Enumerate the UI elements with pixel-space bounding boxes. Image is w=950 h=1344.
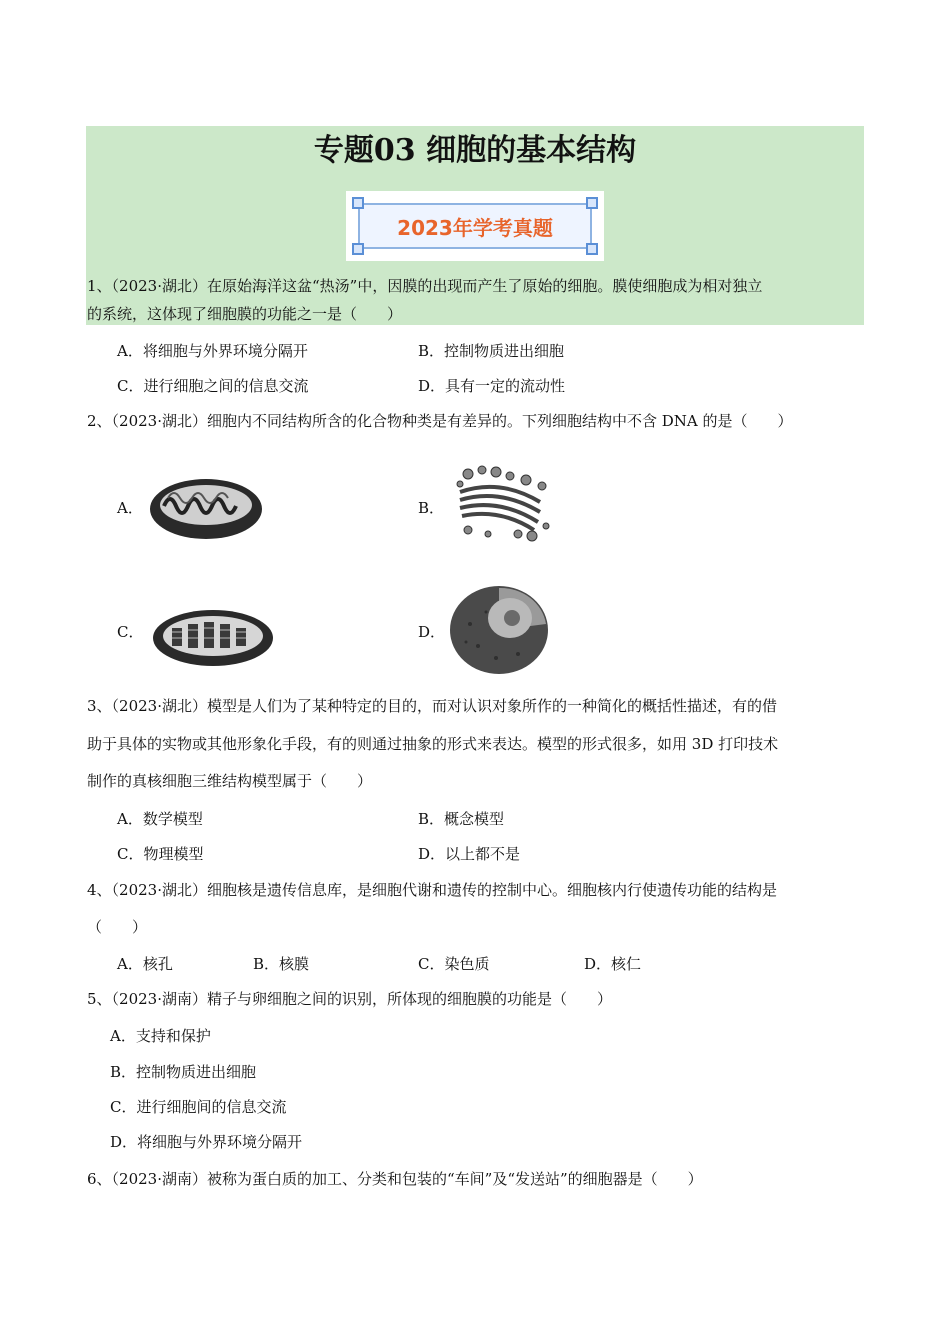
q1-option-a[interactable]: A．将细胞与外界环境分隔开 [117, 342, 308, 360]
q4-option-b[interactable]: B．核膜 [253, 955, 310, 973]
golgi-apparatus-image[interactable] [448, 462, 553, 544]
q3-option-a[interactable]: A．数学模型 [117, 810, 203, 828]
badge-frame [358, 203, 592, 249]
q1-option-c[interactable]: C．进行细胞之间的信息交流 [117, 377, 309, 395]
q4-stem-line1: 4、（2023·湖北）细胞核是遗传信息库，是细胞代谢和遗传的控制中心。细胞核内行使遗传功能的结构是 [87, 881, 777, 899]
nucleus-image[interactable] [448, 584, 550, 676]
q3-stem-line1: 3、（2023·湖北）模型是人们为了某种特定的目的，而对认识对象所作的一种简化的概括性描述，有的借 [87, 697, 777, 715]
q3-stem-line3: 制作的真核细胞三维结构模型属于（ ） [87, 772, 373, 790]
section-badge [346, 191, 604, 261]
page-title: 专题03 细胞的基本结构 [313, 133, 637, 168]
q3-option-c[interactable]: C．物理模型 [117, 845, 204, 863]
q6-stem-line1: 6、（2023·湖南）被称为蛋白质的加工、分类和包装的“车间”及“发送站”的细胞器是（ ） [87, 1170, 703, 1188]
q5-option-d[interactable]: D．将细胞与外界环境分隔开 [110, 1133, 303, 1151]
q1-stem-line2: 的系统，这体现了细胞膜的功能之一是（ ） [87, 305, 403, 323]
q3-stem-line2: 助于具体的实物或其他形象化手段，有的则通过抽象的形式来表达。模型的形式很多，如用 3D 打印技术 [87, 735, 779, 753]
q5-option-b[interactable]: B．控制物质进出细胞 [110, 1063, 257, 1081]
badge-label: 2023年学考真题 [397, 216, 553, 240]
mitochondrion-image[interactable] [148, 474, 264, 544]
q4-option-a[interactable]: A．核孔 [117, 955, 173, 973]
q2-option-a-label[interactable]: A． [117, 499, 143, 517]
q3-option-b[interactable]: B．概念模型 [418, 810, 505, 828]
q5-option-a[interactable]: A．支持和保护 [110, 1027, 211, 1045]
q4-option-d[interactable]: D．核仁 [584, 955, 642, 973]
q4-option-c[interactable]: C．染色质 [418, 955, 490, 973]
chloroplast-image[interactable] [150, 602, 276, 668]
q3-option-d[interactable]: D．以上都不是 [418, 845, 521, 863]
badge-corner-icon [586, 197, 598, 209]
q2-option-b-label[interactable]: B． [418, 499, 445, 517]
q4-stem-line2: （ ） [87, 918, 148, 936]
q2-option-c-label[interactable]: C． [117, 623, 144, 641]
q2-stem-line1: 2、（2023·湖北）细胞内不同结构所含的化合物种类是有差异的。下列细胞结构中不含 DNA 的是（ ） [87, 412, 793, 430]
q5-option-c[interactable]: C．进行细胞间的信息交流 [110, 1098, 287, 1116]
q1-option-d[interactable]: D．具有一定的流动性 [418, 377, 566, 395]
q5-stem-line1: 5、（2023·湖南）精子与卵细胞之间的识别，所体现的细胞膜的功能是（ ） [87, 990, 612, 1008]
badge-corner-icon [352, 243, 364, 255]
q1-stem-line1: 1、（2023·湖北）在原始海洋这盆“热汤”中，因膜的出现而产生了原始的细胞。膜使细胞成为相对独立 [87, 277, 763, 295]
q1-option-b[interactable]: B．控制物质进出细胞 [418, 342, 565, 360]
badge-corner-icon [586, 243, 598, 255]
q2-option-d-label[interactable]: D． [418, 623, 446, 641]
badge-corner-icon [352, 197, 364, 209]
